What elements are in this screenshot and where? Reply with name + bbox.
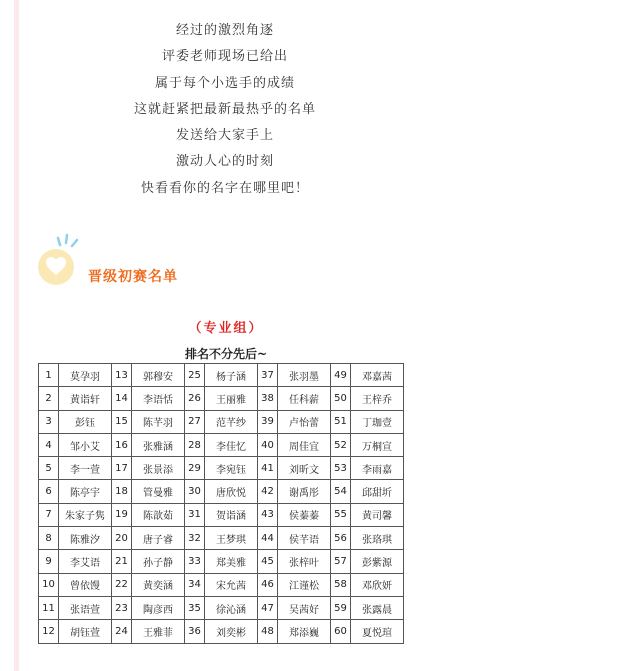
table-row — [39, 433, 404, 456]
section-title: 晋级初赛名单 — [88, 269, 178, 285]
student-name-cell: 陈亭宇 — [59, 480, 112, 503]
student-name-cell: 刘昕文 — [278, 457, 331, 480]
intro-line: 发送给大家手上 — [175, 128, 274, 144]
student-name-cell: 张羽墨 — [278, 364, 331, 387]
student-name-cell: 黄奕涵 — [132, 573, 185, 596]
student-name-cell: 李佳忆 — [205, 433, 258, 456]
student-name-cell: 侯蓁蓁 — [278, 503, 331, 526]
student-name-cell: 谢禹彤 — [278, 480, 331, 503]
student-name-cell: 彭紫源 — [351, 550, 404, 573]
student-name-cell: 杨子涵 — [205, 364, 258, 387]
student-name-cell: 张语萱 — [59, 596, 112, 619]
rank-number-cell: 15 — [112, 410, 132, 433]
rank-number-cell: 34 — [185, 573, 205, 596]
rank-number-cell: 27 — [185, 410, 205, 433]
student-name-cell: 王梦琪 — [205, 527, 258, 550]
table-row — [39, 480, 404, 503]
rank-number-cell: 8 — [39, 527, 59, 550]
student-name-cell: 夏悦瑄 — [351, 620, 404, 643]
intro-line: 经过的激烈角逐 — [175, 23, 274, 38]
student-name-cell: 邹小艾 — [59, 433, 112, 456]
roster-table — [38, 363, 404, 644]
rank-number-cell: 47 — [258, 596, 278, 619]
student-name-cell: 彭钰 — [59, 410, 112, 433]
table-row — [39, 457, 404, 480]
rank-number-cell: 12 — [39, 620, 59, 643]
student-name-cell: 陈歆茹 — [132, 503, 185, 526]
student-name-cell: 唐欣悦 — [205, 480, 258, 503]
student-name-cell: 张雅涵 — [132, 433, 185, 456]
rank-number-cell: 46 — [258, 573, 278, 596]
student-name-cell: 管曼雅 — [132, 480, 185, 503]
rank-number-cell: 17 — [112, 457, 132, 480]
rank-number-cell: 53 — [331, 457, 351, 480]
rank-number-cell: 45 — [258, 550, 278, 573]
rank-number-cell: 39 — [258, 410, 278, 433]
student-name-cell: 郑添巍 — [278, 620, 331, 643]
rank-number-cell: 23 — [112, 596, 132, 619]
order-note: 排名不分先后~ — [184, 347, 268, 361]
student-name-cell: 王梓乔 — [351, 387, 404, 410]
rank-number-cell: 57 — [331, 550, 351, 573]
rank-number-cell: 19 — [112, 503, 132, 526]
student-name-cell: 黄诣轩 — [59, 387, 112, 410]
student-name-cell: 李艾语 — [59, 550, 112, 573]
student-name-cell: 陶彦西 — [132, 596, 185, 619]
rank-number-cell: 5 — [39, 457, 59, 480]
intro-line: 这就赶紧把最新最热乎的名单 — [133, 101, 316, 117]
rank-number-cell: 49 — [331, 364, 351, 387]
intro-line: 评委老师现场已给出 — [161, 49, 288, 65]
student-name-cell: 任科薪 — [278, 387, 331, 410]
student-name-cell: 邓嘉茜 — [351, 364, 404, 387]
intro-line: 激动人心的时刻 — [175, 154, 274, 170]
rank-number-cell: 55 — [331, 503, 351, 526]
rank-number-cell: 9 — [39, 550, 59, 573]
student-name-cell: 吴茜好 — [278, 596, 331, 619]
student-name-cell: 黄司馨 — [351, 503, 404, 526]
rank-number-cell: 60 — [331, 620, 351, 643]
rank-number-cell: 52 — [331, 433, 351, 456]
table-row — [39, 503, 404, 526]
rank-number-cell: 1 — [39, 364, 59, 387]
student-name-cell: 陈芊羽 — [132, 410, 185, 433]
student-name-cell: 刘奕彬 — [205, 620, 258, 643]
rank-number-cell: 36 — [185, 620, 205, 643]
roster-body — [39, 364, 404, 644]
student-name-cell: 张梓叶 — [278, 550, 331, 573]
student-name-cell: 范芊纱 — [205, 410, 258, 433]
rank-number-cell: 48 — [258, 620, 278, 643]
rank-number-cell: 58 — [331, 573, 351, 596]
student-name-cell: 周佳宜 — [278, 433, 331, 456]
rank-number-cell: 26 — [185, 387, 205, 410]
rank-number-cell: 31 — [185, 503, 205, 526]
rank-number-cell: 28 — [185, 433, 205, 456]
student-name-cell: 孙子静 — [132, 550, 185, 573]
student-name-cell: 宋允茜 — [205, 573, 258, 596]
rank-number-cell: 40 — [258, 433, 278, 456]
rank-number-cell: 16 — [112, 433, 132, 456]
rank-number-cell: 32 — [185, 527, 205, 550]
table-row — [39, 410, 404, 433]
student-name-cell: 王丽雅 — [205, 387, 258, 410]
student-name-cell: 胡钰萱 — [59, 620, 112, 643]
student-name-cell: 张珞琪 — [351, 527, 404, 550]
intro-line: 快看看你的名字在哪里吧！ — [140, 180, 309, 196]
rank-number-cell: 21 — [112, 550, 132, 573]
student-name-cell: 万桐宣 — [351, 433, 404, 456]
student-name-cell: 贺诣涵 — [205, 503, 258, 526]
rank-number-cell: 18 — [112, 480, 132, 503]
rank-number-cell: 24 — [112, 620, 132, 643]
rank-number-cell: 54 — [331, 480, 351, 503]
student-name-cell: 唐子睿 — [132, 527, 185, 550]
rank-number-cell: 2 — [39, 387, 59, 410]
student-name-cell: 陈雅汐 — [59, 527, 112, 550]
rank-number-cell: 43 — [258, 503, 278, 526]
student-name-cell: 李宛钰 — [205, 457, 258, 480]
rank-number-cell: 30 — [185, 480, 205, 503]
rank-number-cell: 35 — [185, 596, 205, 619]
student-name-cell: 卢怡蕾 — [278, 410, 331, 433]
student-name-cell: 李语恬 — [132, 387, 185, 410]
student-name-cell: 郭穆安 — [132, 364, 185, 387]
student-name-cell: 郑美雅 — [205, 550, 258, 573]
rank-number-cell: 13 — [112, 364, 132, 387]
rank-number-cell: 33 — [185, 550, 205, 573]
rank-number-cell: 51 — [331, 410, 351, 433]
rank-number-cell: 42 — [258, 480, 278, 503]
rank-number-cell: 4 — [39, 433, 59, 456]
rank-number-cell: 22 — [112, 573, 132, 596]
group-title: （专业组） — [188, 321, 264, 336]
student-name-cell: 江谨松 — [278, 573, 331, 596]
student-name-cell: 王雅菲 — [132, 620, 185, 643]
student-name-cell: 张露晨 — [351, 596, 404, 619]
rank-number-cell: 7 — [39, 503, 59, 526]
heart-badge-icon — [36, 232, 86, 292]
student-name-cell: 邓欣妍 — [351, 573, 404, 596]
rank-number-cell: 11 — [39, 596, 59, 619]
rank-number-cell: 37 — [258, 364, 278, 387]
rank-number-cell: 59 — [331, 596, 351, 619]
rank-number-cell: 25 — [185, 364, 205, 387]
student-name-cell: 张景添 — [132, 457, 185, 480]
section-header — [36, 232, 336, 292]
student-name-cell: 徐沁涵 — [205, 596, 258, 619]
rank-number-cell: 6 — [39, 480, 59, 503]
table-row — [39, 573, 404, 596]
rank-number-cell: 20 — [112, 527, 132, 550]
table-row — [39, 387, 404, 410]
rank-number-cell: 29 — [185, 457, 205, 480]
table-row — [39, 620, 404, 643]
student-name-cell: 李雨嘉 — [351, 457, 404, 480]
table-row — [39, 527, 404, 550]
rank-number-cell: 41 — [258, 457, 278, 480]
student-name-cell: 侯芊语 — [278, 527, 331, 550]
student-name-cell: 丁珈壹 — [351, 410, 404, 433]
table-row — [39, 596, 404, 619]
student-name-cell: 朱家子隽 — [59, 503, 112, 526]
rank-number-cell: 38 — [258, 387, 278, 410]
rank-number-cell: 50 — [331, 387, 351, 410]
rank-number-cell: 10 — [39, 573, 59, 596]
student-name-cell: 莫孕羽 — [59, 364, 112, 387]
intro-text — [0, 20, 450, 204]
student-name-cell: 曾依馒 — [59, 573, 112, 596]
student-name-cell: 邱甜圻 — [351, 480, 404, 503]
intro-line: 属于每个小选手的成绩 — [154, 75, 295, 91]
rank-number-cell: 56 — [331, 527, 351, 550]
student-name-cell: 李一萱 — [59, 457, 112, 480]
table-row — [39, 550, 404, 573]
rank-number-cell: 44 — [258, 527, 278, 550]
rank-number-cell: 14 — [112, 387, 132, 410]
rank-number-cell: 3 — [39, 410, 59, 433]
table-row — [39, 364, 404, 387]
